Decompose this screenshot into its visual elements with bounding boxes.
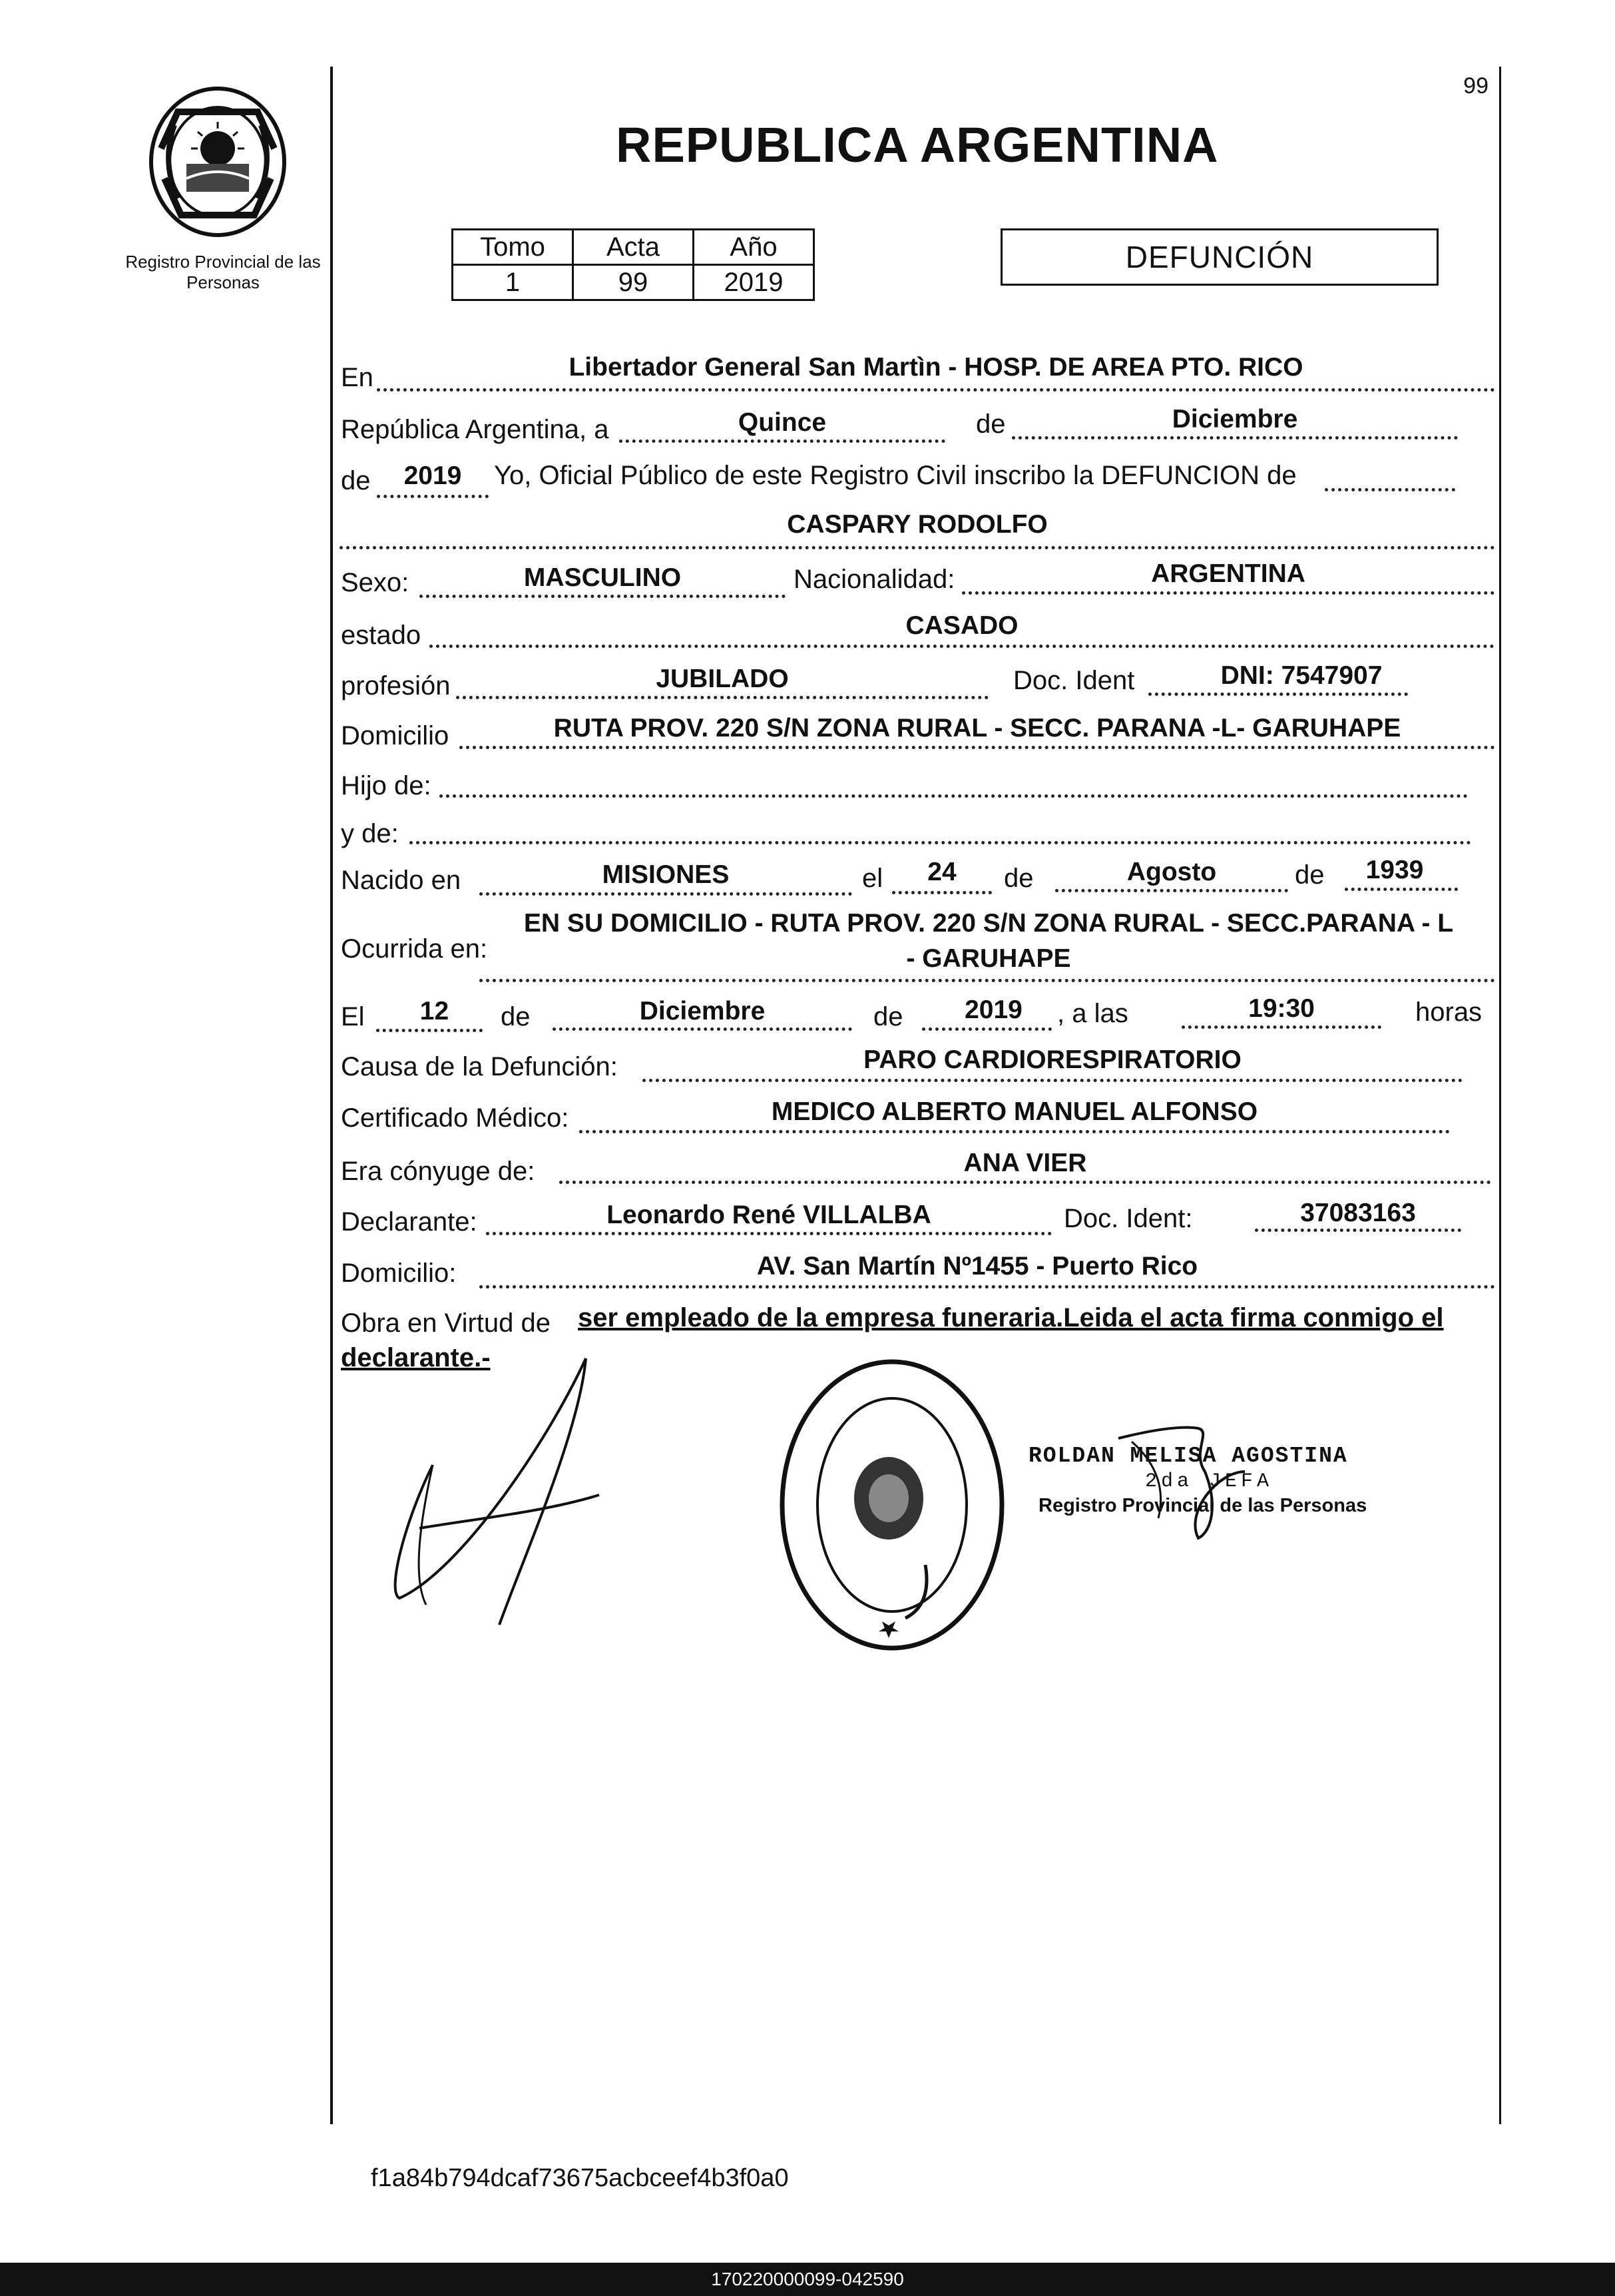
label-domicilio: Domicilio xyxy=(341,721,449,750)
label-horas: horas xyxy=(1415,998,1483,1027)
label-conyuge: Era cónyuge de: xyxy=(341,1157,535,1186)
record-table xyxy=(451,228,815,301)
field-nac-mes: Agosto xyxy=(1126,858,1217,886)
barcode-footer: 170220000099-042590 xyxy=(0,2263,1615,2296)
official-organization: Registro Provincial de las Personas xyxy=(1038,1495,1367,1516)
dots xyxy=(1255,1229,1461,1232)
label-de: de xyxy=(341,466,371,495)
label-obra-virtud: Obra en Virtud de xyxy=(341,1308,551,1338)
dots xyxy=(1055,889,1288,892)
field-certificado: MEDICO ALBERTO MANUEL ALFONSO xyxy=(771,1097,1258,1126)
dots xyxy=(619,439,945,443)
label-de: de xyxy=(501,1002,531,1031)
page-number: 99 xyxy=(1463,73,1489,99)
label-nacido-en: Nacido en xyxy=(341,866,461,895)
field-fallec-hora: 19:30 xyxy=(1248,994,1315,1023)
dots xyxy=(892,891,992,894)
label-ocurrida-en: Ocurrida en: xyxy=(341,934,488,964)
field-declarante-domicilio: AV. San Martín Nº1455 - Puerto Rico xyxy=(756,1252,1198,1281)
value-acta: 99 xyxy=(573,265,694,300)
field-obra-virtud-l2: declarante.- xyxy=(341,1343,491,1372)
dots xyxy=(579,1130,1450,1133)
dots xyxy=(559,1181,1491,1184)
label-republica: República Argentina, a xyxy=(341,415,609,444)
official-name: ROLDAN MELISA AGOSTINA xyxy=(1029,1444,1348,1468)
field-conyuge: ANA VIER xyxy=(963,1149,1087,1177)
page-title: REPUBLICA ARGENTINA xyxy=(616,117,1219,172)
dots xyxy=(439,794,1468,798)
label-de: de xyxy=(976,410,1006,439)
field-nombre: CASPARY RODOLFO xyxy=(787,510,1048,539)
field-anio: 2019 xyxy=(403,461,462,490)
field-causa: PARO CARDIORESPIRATORIO xyxy=(863,1045,1242,1074)
field-sexo: MASCULINO xyxy=(523,563,682,592)
field-dia-letras: Quince xyxy=(738,408,827,437)
label-el: el xyxy=(862,864,883,893)
dots xyxy=(479,892,852,896)
dots xyxy=(642,1079,1463,1082)
dots xyxy=(419,595,786,598)
dots xyxy=(962,591,1495,595)
field-declarante-doc: 37083163 xyxy=(1300,1199,1416,1227)
dots xyxy=(377,495,489,498)
label-y-de: y de: xyxy=(341,819,399,848)
label-hijo-de: Hijo de: xyxy=(341,771,431,800)
label-nacionalidad: Nacionalidad: xyxy=(794,565,955,594)
field-fallec-anio: 2019 xyxy=(965,996,1023,1024)
label-profesion: profesión xyxy=(341,671,451,701)
value-tomo: 1 xyxy=(453,265,573,300)
province-seal-logo xyxy=(148,85,288,238)
field-profesion: JUBILADO xyxy=(656,665,789,693)
field-nacionalidad: ARGENTINA xyxy=(1151,559,1305,588)
label-doc-ident2: Doc. Ident: xyxy=(1064,1204,1193,1233)
label-el-cap: El xyxy=(341,1002,365,1031)
field-declarante: Leonardo René VILLALBA xyxy=(606,1201,931,1229)
dots xyxy=(429,645,1495,648)
right-margin-line xyxy=(1499,67,1501,2124)
dots xyxy=(409,841,1471,844)
dots xyxy=(340,546,1495,549)
header-tomo: Tomo xyxy=(453,230,573,265)
field-lugar: Libertador General San Martìn - HOSP. DE AREA PTO. RICO xyxy=(569,353,1303,382)
label-causa: Causa de la Defunción: xyxy=(341,1052,618,1081)
left-margin-line xyxy=(330,67,333,2124)
label-de: de xyxy=(873,1002,903,1031)
registry-name: Registro Provincial de las Personas xyxy=(125,252,321,292)
label-sexo: Sexo: xyxy=(341,568,409,597)
label-en: En xyxy=(341,363,373,392)
field-nac-dia: 24 xyxy=(927,858,957,886)
label-domicilio2: Domicilio: xyxy=(341,1259,457,1288)
label-de: de xyxy=(1295,860,1325,890)
declarant-signature xyxy=(379,1352,606,1638)
official-cargo: 2da JEFA xyxy=(1145,1470,1273,1493)
record-type-box: DEFUNCIÓN xyxy=(1001,228,1439,286)
dots xyxy=(1182,1025,1381,1029)
field-obra-virtud-l1: ser empleado de la empresa funeraria.Leida el acta firma conmigo el xyxy=(578,1303,1444,1332)
dots xyxy=(1148,693,1408,696)
dots xyxy=(377,388,1495,392)
dots xyxy=(486,1232,1052,1235)
dots xyxy=(376,1029,483,1032)
dots xyxy=(479,979,1495,982)
field-estado: CASADO xyxy=(905,611,1019,640)
field-ocurrida-l2: - GARUHAPE xyxy=(906,944,1071,973)
dots xyxy=(1325,488,1455,491)
dots xyxy=(1012,436,1458,439)
header-acta: Acta xyxy=(573,230,694,265)
field-ocurrida-l1: EN SU DOMICILIO - RUTA PROV. 220 S/N ZONA RURAL - SECC.PARANA - L xyxy=(523,909,1454,938)
label-de: de xyxy=(1004,864,1034,893)
dots xyxy=(1345,888,1458,891)
label-estado: estado xyxy=(341,621,421,650)
dots xyxy=(479,1285,1495,1289)
label-certificado: Certificado Médico: xyxy=(341,1103,569,1133)
dots xyxy=(456,696,989,699)
field-doc-ident: DNI: 7547907 xyxy=(1220,661,1383,690)
value-anio: 2019 xyxy=(694,265,814,300)
label-declarante: Declarante: xyxy=(341,1207,477,1237)
official-signature xyxy=(1105,1412,1265,1545)
field-fallec-dia: 12 xyxy=(419,997,449,1025)
dots xyxy=(553,1027,852,1031)
field-nac-anio: 1939 xyxy=(1365,856,1424,884)
dots xyxy=(459,746,1495,749)
field-nacido-en: MISIONES xyxy=(602,860,730,889)
document-hash: f1a84b794dcaf73675acbceef4b3f0a0 xyxy=(371,2164,789,2192)
registry-stamp xyxy=(772,1352,1012,1658)
label-a-las: , a las xyxy=(1057,999,1128,1028)
field-domicilio: RUTA PROV. 220 S/N ZONA RURAL - SECC. PARANA -L- GARUHAPE xyxy=(553,714,1401,742)
label-yo-oficial: Yo, Oficial Público de este Registro Civil inscribo la DEFUNCION de xyxy=(494,461,1297,490)
label-doc-ident: Doc. Ident xyxy=(1013,666,1135,695)
dots xyxy=(922,1027,1052,1031)
header-anio: Año xyxy=(694,230,814,265)
field-mes: Diciembre xyxy=(1172,405,1298,433)
field-fallec-mes: Diciembre xyxy=(639,997,766,1025)
